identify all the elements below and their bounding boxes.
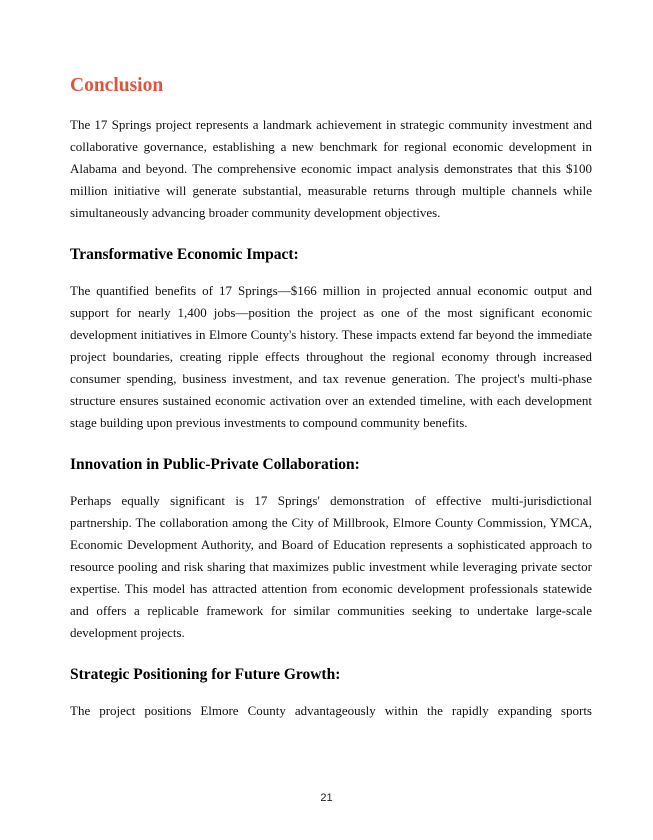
section-heading-conclusion: Conclusion [70,75,164,96]
intro-paragraph: The 17 Springs project represents a landmark achievement in strategic community investment and collaborative governance, establishing a new benchmark for regional economic development in Alabama and beyond. The comprehensive economic impact analysis demonstrates that this $100 million initiative will generate substantial, measurable returns through multiple channels while simultaneously advancing broader community development objectives. [70,117,592,220]
subsection-title-economic-impact: Transformative Economic Impact: [70,246,299,263]
paragraph-strategic-positioning: The project positions Elmore County advantageously within the rapidly expanding sports [70,703,592,718]
paragraph-economic-impact: The quantified benefits of 17 Springs—$166 million in projected annual economic output and support for nearly 1,400 jobs—position the project as one of the most significant economic development initiatives in Elmore County's history. These impacts extend far beyond the immediate project boundaries, creating ripple effects throughout the regional economy through increased consumer spending, business investment, and tax revenue generation. The project's multi-phase structure ensures sustained economic activation over an extended timeline, with each development stage building upon previous investments to compound community benefits. [70,283,592,430]
paragraph-public-private: Perhaps equally significant is 17 Springs' demonstration of effective multi-jurisdictional partnership. The collaboration among the City of Millbrook, Elmore County Commission, YMCA, Economic Development Authority, and Board of Education represents a sophisticated approach to resource pooling and risk sharing that maximizes public investment while leveraging private sector expertise. This model has attracted attention from economic development professionals statewide and offers a replicable framework for similar communities seeking to undertake large-scale development projects. [70,493,592,640]
page-content [70,74,592,722]
subsection-title-public-private: Innovation in Public-Private Collaboration: [70,456,360,473]
subsection-title-strategic-positioning: Strategic Positioning for Future Growth: [70,666,341,683]
page-number: 21 [320,792,333,804]
